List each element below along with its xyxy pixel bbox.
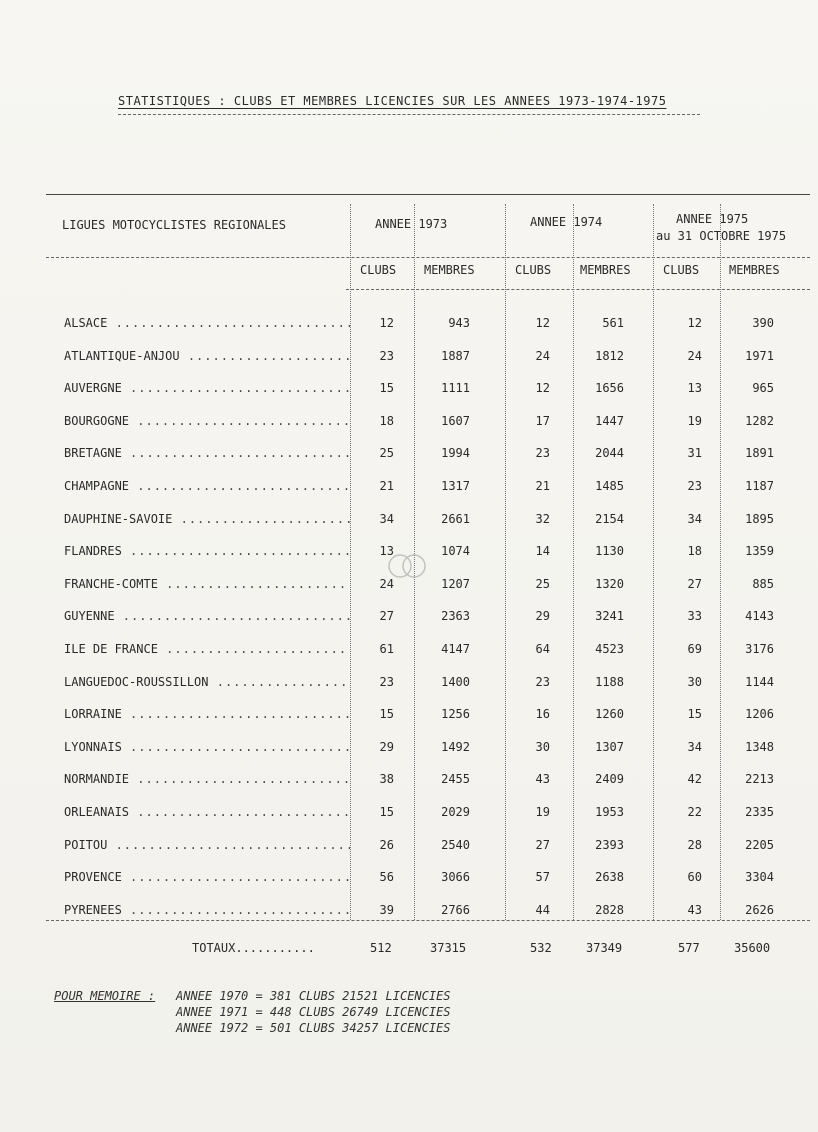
membres-value: 4523: [595, 642, 624, 656]
clubs-value: 15: [379, 805, 394, 819]
subheader-membres: MEMBRES: [580, 263, 631, 277]
membres-value: 1206: [745, 707, 774, 722]
clubs-value: 21: [535, 479, 550, 493]
table-row: [0, 740, 818, 760]
table-row: [0, 707, 818, 727]
membres-value: 943: [448, 316, 470, 330]
clubs-value: 23: [687, 479, 702, 493]
clubs-value: 12: [687, 316, 702, 330]
subheader-clubs: CLUBS: [663, 263, 700, 277]
membres-value: 2455: [441, 772, 470, 787]
clubs-value: 64: [535, 642, 550, 656]
clubs-value: 43: [535, 772, 550, 787]
table-row: [0, 316, 818, 336]
membres-value: 3241: [595, 609, 624, 624]
membres-value: 1895: [745, 511, 774, 526]
header-year-1973: ANNEE 1973: [375, 217, 448, 231]
region-name: FRANCHE-COMTE .....: [64, 577, 350, 591]
region-name: LANGUEDOC-ROUSSILLON .....: [64, 675, 350, 689]
region-name: ALSACE .....: [64, 316, 350, 330]
clubs-value: 12: [379, 316, 394, 330]
clubs-value: 69: [687, 642, 702, 656]
region-name: DAUPHINE-SAVOIE .....: [64, 512, 350, 526]
membres-value: 1317: [441, 479, 470, 493]
membres-value: 2766: [441, 902, 470, 917]
clubs-value: 43: [687, 902, 702, 917]
membres-value: 1492: [441, 739, 470, 754]
memo-line: ANNEE 1970 = 381 CLUBS 21521 LICENCIES: [176, 989, 451, 1003]
membres-value: 2626: [745, 902, 774, 917]
clubs-value: 15: [687, 707, 702, 722]
clubs-value: 30: [535, 739, 550, 754]
clubs-value: 57: [535, 870, 550, 885]
total-clubs-1973: 512: [370, 941, 392, 955]
region-name: ORLEANAIS .....: [64, 805, 350, 819]
membres-value: 1953: [595, 805, 624, 819]
membres-value: 561: [602, 316, 624, 330]
clubs-value: 32: [535, 511, 550, 526]
total-membres-1974: 37349: [586, 941, 623, 955]
clubs-value: 15: [379, 707, 394, 722]
clubs-value: 22: [687, 805, 702, 819]
clubs-value: 18: [687, 544, 702, 559]
membres-value: 1812: [595, 348, 624, 363]
membres-value: 1282: [745, 413, 774, 428]
clubs-value: 24: [687, 348, 702, 363]
subheader-clubs: CLUBS: [515, 263, 552, 277]
header-year-1975-note: au 31 OCTOBRE 1975: [656, 229, 787, 243]
page-title: STATISTIQUES : CLUBS ET MEMBRES LICENCIES SUR LES ANNEES 1973-1974-1975: [118, 94, 667, 108]
membres-value: 2540: [441, 837, 470, 852]
region-name: BOURGOGNE .....: [64, 414, 350, 428]
clubs-value: 38: [379, 772, 394, 787]
table-row: [0, 870, 818, 890]
membres-value: 1887: [441, 348, 470, 363]
clubs-value: 29: [535, 609, 550, 624]
table-row: [0, 512, 818, 532]
clubs-value: 14: [535, 544, 550, 559]
clubs-value: 23: [379, 348, 394, 363]
clubs-value: 16: [535, 707, 550, 722]
total-membres-1975: 35600: [734, 941, 771, 955]
region-name: CHAMPAGNE .....: [64, 479, 350, 493]
table-row: [0, 349, 818, 369]
clubs-value: 12: [535, 381, 550, 396]
header-region: LIGUES MOTOCYCLISTES REGIONALES: [62, 218, 286, 232]
stamp-mark: [386, 548, 428, 584]
table-row: [0, 805, 818, 825]
memo-line: ANNEE 1972 = 501 CLUBS 34257 LICENCIES: [176, 1021, 451, 1035]
clubs-value: 25: [379, 446, 394, 461]
subheader-membres: MEMBRES: [424, 263, 475, 277]
clubs-value: 13: [687, 381, 702, 396]
clubs-value: 19: [535, 805, 550, 819]
membres-value: 1187: [745, 479, 774, 493]
subheader-membres: MEMBRES: [729, 263, 780, 277]
region-name: LYONNAIS .....: [64, 740, 350, 754]
clubs-value: 34: [687, 511, 702, 526]
membres-value: 1111: [441, 381, 470, 396]
clubs-value: 31: [687, 446, 702, 461]
membres-value: 1607: [441, 413, 470, 428]
membres-value: 1320: [595, 576, 624, 591]
membres-value: 2029: [441, 805, 470, 819]
region-name: LORRAINE .....: [64, 707, 350, 721]
membres-value: 885: [752, 576, 774, 591]
clubs-value: 33: [687, 609, 702, 624]
membres-value: 1359: [745, 544, 774, 559]
clubs-value: 19: [687, 413, 702, 428]
clubs-value: 24: [379, 576, 394, 591]
clubs-value: 39: [379, 902, 394, 917]
membres-value: 1207: [441, 576, 470, 591]
membres-value: 1074: [441, 544, 470, 559]
clubs-value: 60: [687, 870, 702, 885]
subheader-clubs: CLUBS: [360, 263, 397, 277]
membres-value: 2335: [745, 805, 774, 819]
clubs-value: 44: [535, 902, 550, 917]
header-year-1975: ANNEE 1975: [676, 212, 749, 226]
table-row: [0, 642, 818, 662]
clubs-value: 30: [687, 674, 702, 689]
region-name: ILE DE FRANCE .....: [64, 642, 350, 656]
membres-value: 2205: [745, 837, 774, 852]
region-name: PYRENEES .....: [64, 903, 350, 917]
clubs-value: 27: [379, 609, 394, 624]
table-row: [0, 446, 818, 466]
clubs-value: 29: [379, 739, 394, 754]
membres-value: 4143: [745, 609, 774, 624]
region-name: ATLANTIQUE-ANJOU .....: [64, 349, 350, 363]
clubs-value: 21: [379, 479, 394, 493]
membres-value: 2661: [441, 511, 470, 526]
region-name: NORMANDIE .....: [64, 772, 350, 786]
table-row: [0, 381, 818, 401]
region-name: FLANDRES .....: [64, 544, 350, 558]
membres-value: 1971: [745, 348, 774, 363]
total-membres-1973: 37315: [430, 941, 467, 955]
clubs-value: 27: [535, 837, 550, 852]
table-row: [0, 609, 818, 629]
membres-value: 2154: [595, 511, 624, 526]
clubs-value: 23: [535, 674, 550, 689]
membres-value: 3304: [745, 870, 774, 885]
region-name: BRETAGNE .....: [64, 446, 350, 460]
membres-value: 1400: [441, 674, 470, 689]
membres-value: 2363: [441, 609, 470, 624]
clubs-value: 28: [687, 837, 702, 852]
membres-value: 3176: [745, 642, 774, 656]
membres-value: 2044: [595, 446, 624, 461]
table-row: [0, 903, 818, 923]
membres-value: 3066: [441, 870, 470, 885]
region-name: GUYENNE .....: [64, 609, 350, 623]
totals-label: TOTAUX...........: [192, 941, 315, 955]
membres-value: 1307: [595, 739, 624, 754]
membres-value: 1447: [595, 413, 624, 428]
membres-value: 2409: [595, 772, 624, 787]
clubs-value: 23: [379, 674, 394, 689]
clubs-value: 42: [687, 772, 702, 787]
header-year-1974: ANNEE 1974: [530, 215, 603, 229]
membres-value: 2393: [595, 837, 624, 852]
membres-value: 2638: [595, 870, 624, 885]
clubs-value: 26: [379, 837, 394, 852]
membres-value: 2213: [745, 772, 774, 787]
total-clubs-1975: 577: [678, 941, 700, 955]
clubs-value: 13: [379, 544, 394, 559]
title-underline: [118, 114, 700, 115]
membres-value: 4147: [441, 642, 470, 656]
membres-value: 2828: [595, 902, 624, 917]
membres-value: 1188: [595, 674, 624, 689]
membres-value: 1485: [595, 479, 624, 493]
memo-label: POUR MEMOIRE :: [54, 989, 156, 1003]
clubs-value: 17: [535, 413, 550, 428]
region-name: AUVERGNE .....: [64, 381, 350, 395]
memo-line: ANNEE 1971 = 448 CLUBS 26749 LICENCIES: [176, 1005, 451, 1019]
clubs-value: 34: [687, 739, 702, 754]
clubs-value: 24: [535, 348, 550, 363]
clubs-value: 18: [379, 413, 394, 428]
clubs-value: 27: [687, 576, 702, 591]
clubs-value: 12: [535, 316, 550, 330]
membres-value: 965: [752, 381, 774, 396]
membres-value: 390: [752, 316, 774, 330]
membres-value: 1656: [595, 381, 624, 396]
table-row: [0, 479, 818, 499]
table-row: [0, 772, 818, 792]
region-name: POITOU .....: [64, 838, 350, 852]
clubs-value: 15: [379, 381, 394, 396]
membres-value: 1994: [441, 446, 470, 461]
membres-value: 1348: [745, 739, 774, 754]
membres-value: 1256: [441, 707, 470, 722]
total-clubs-1974: 532: [530, 941, 552, 955]
table-row: [0, 675, 818, 695]
membres-value: 1144: [745, 674, 774, 689]
membres-value: 1891: [745, 446, 774, 461]
clubs-value: 61: [379, 642, 394, 656]
clubs-value: 25: [535, 576, 550, 591]
table-row: [0, 414, 818, 434]
membres-value: 1260: [595, 707, 624, 722]
clubs-value: 23: [535, 446, 550, 461]
region-name: PROVENCE .....: [64, 870, 350, 884]
clubs-value: 34: [379, 511, 394, 526]
clubs-value: 56: [379, 870, 394, 885]
table-row: [0, 838, 818, 858]
membres-value: 1130: [595, 544, 624, 559]
